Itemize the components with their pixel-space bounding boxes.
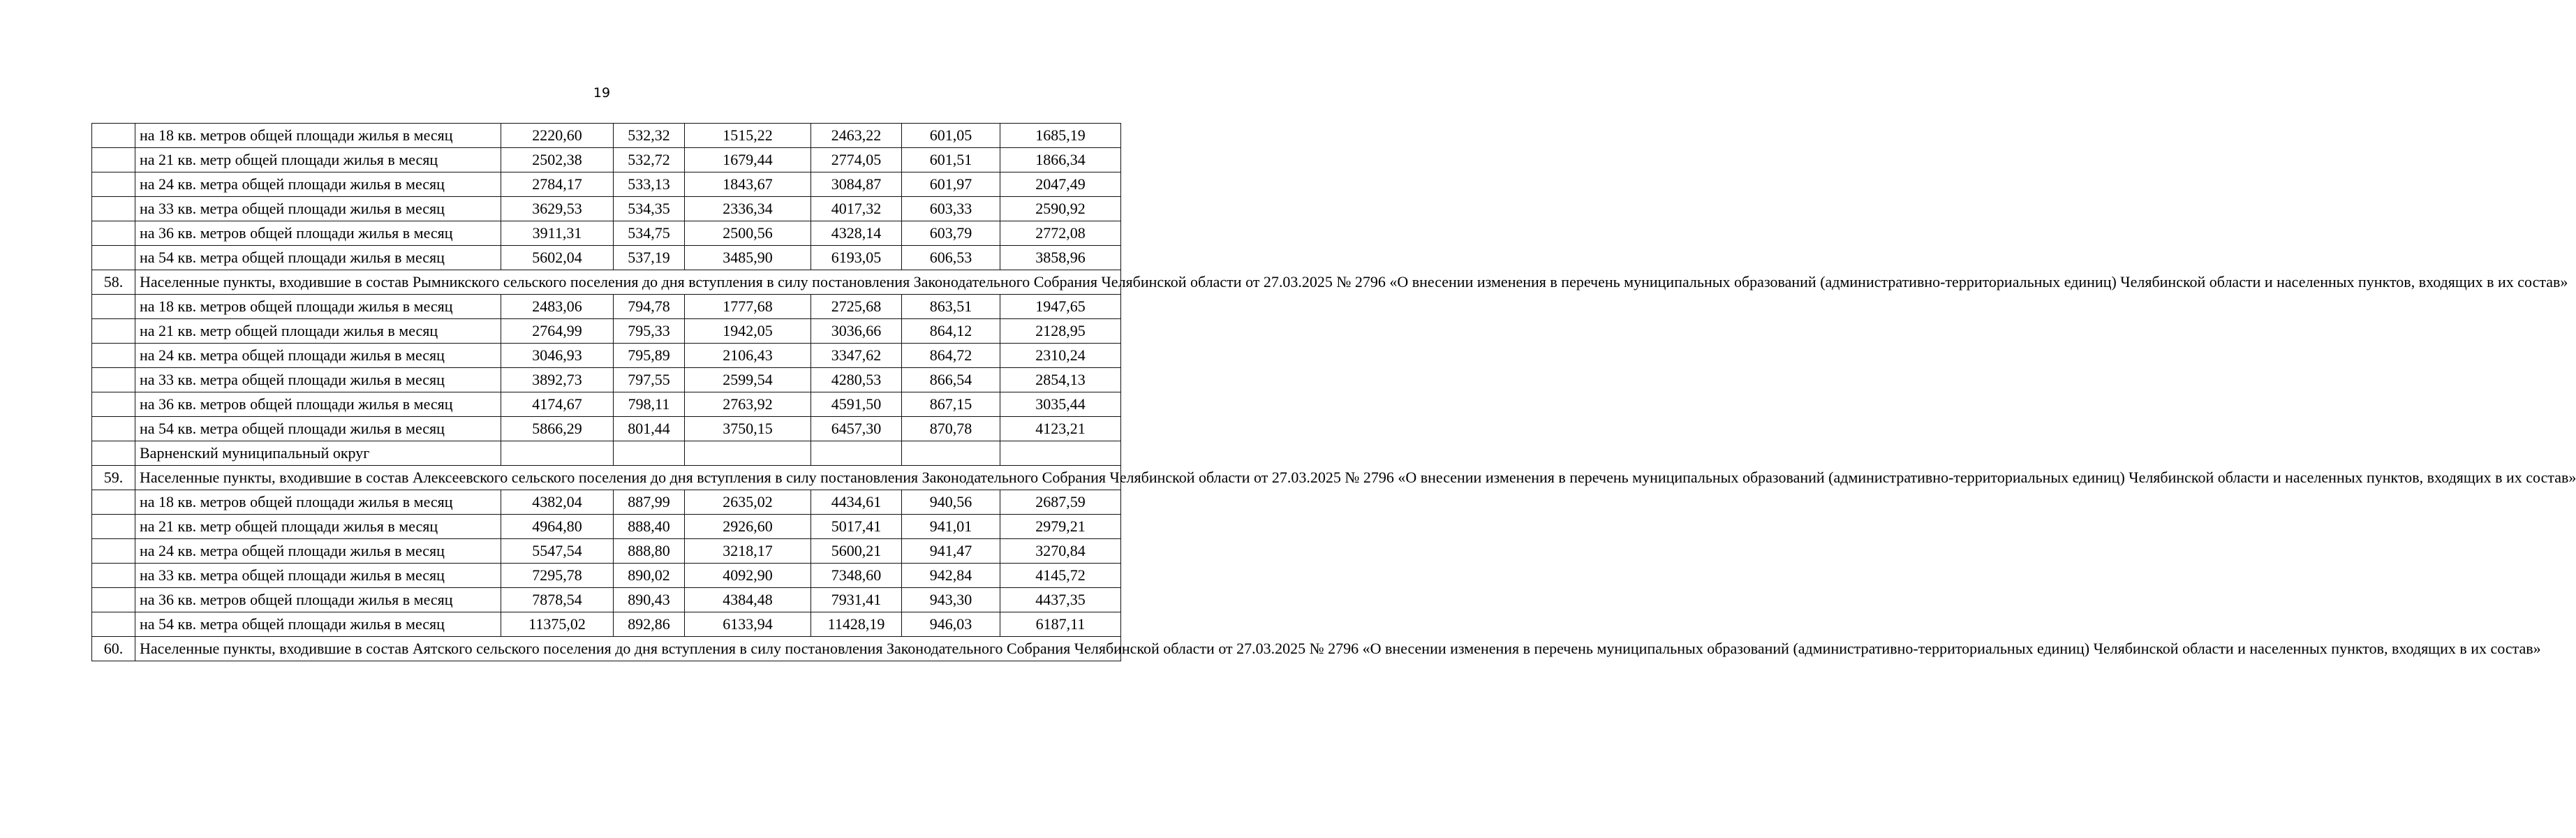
value-cell: 603,33 [902,197,1000,221]
table-row [92,417,1121,441]
value-cell: 11428,19 [811,612,902,637]
table-row [92,295,1121,319]
row-label: на 36 кв. метров общей площади жилья в месяц [135,392,501,417]
value-cell: 942,84 [902,564,1000,588]
value-cell: 2590,92 [1000,197,1121,221]
row-index-cell [92,612,135,637]
row-index-cell [92,368,135,392]
value-cell: 2128,95 [1000,319,1121,344]
value-cell: 532,32 [614,124,685,148]
value-cell: 3084,87 [811,172,902,197]
row-label: на 21 кв. метр общей площади жилья в месяц [135,148,501,172]
section-number: 58. [92,270,135,295]
value-cell: 5600,21 [811,539,902,564]
value-cell: 864,12 [902,319,1000,344]
row-index-cell [92,564,135,588]
row-label: на 24 кв. метра общей площади жилья в месяц [135,539,501,564]
value-cell: 2854,13 [1000,368,1121,392]
value-cell: 867,15 [902,392,1000,417]
value-cell: 5017,41 [811,515,902,539]
row-label: на 54 кв. метра общей площади жилья в месяц [135,246,501,270]
table-row [92,246,1121,270]
row-index-cell [92,490,135,515]
table-row [92,612,1121,637]
value-cell: 1843,67 [685,172,811,197]
value-cell: 6187,11 [1000,612,1121,637]
value-cell: 2687,59 [1000,490,1121,515]
page-number: 19 [593,85,611,101]
value-cell: 870,78 [902,417,1000,441]
value-cell: 1947,65 [1000,295,1121,319]
value-cell: 797,55 [614,368,685,392]
district-heading: Варненский муниципальный округ [135,441,501,466]
row-index-cell [92,515,135,539]
value-cell: 11375,02 [501,612,614,637]
table-row [92,172,1121,197]
row-label: на 18 кв. метров общей площади жилья в месяц [135,490,501,515]
value-cell: 3270,84 [1000,539,1121,564]
table-row [92,515,1121,539]
value-cell: 1777,68 [685,295,811,319]
value-cell: 5866,29 [501,417,614,441]
value-cell: 795,89 [614,344,685,368]
value-cell: 534,35 [614,197,685,221]
value-cell: 4384,48 [685,588,811,612]
value-cell: 4145,72 [1000,564,1121,588]
value-cell: 2220,60 [501,124,614,148]
value-cell: 1942,05 [685,319,811,344]
value-cell: 3858,96 [1000,246,1121,270]
row-label: на 33 кв. метра общей площади жилья в месяц [135,564,501,588]
table-row [92,148,1121,172]
value-cell: 7878,54 [501,588,614,612]
value-cell: 4964,80 [501,515,614,539]
value-cell: 1866,34 [1000,148,1121,172]
value-cell: 940,56 [902,490,1000,515]
value-cell: 606,53 [902,246,1000,270]
table-row [92,319,1121,344]
value-cell: 4174,67 [501,392,614,417]
section-row [92,466,1121,490]
table-row [92,588,1121,612]
empty-cell [614,441,685,466]
value-cell: 2784,17 [501,172,614,197]
row-label: на 33 кв. метра общей площади жилья в месяц [135,368,501,392]
value-cell: 4092,90 [685,564,811,588]
row-label: на 24 кв. метра общей площади жилья в месяц [135,344,501,368]
value-cell: 3046,93 [501,344,614,368]
empty-cell [501,441,614,466]
row-index-cell [92,417,135,441]
section-number: 59. [92,466,135,490]
value-cell: 2599,54 [685,368,811,392]
value-cell: 3750,15 [685,417,811,441]
district-heading-row [92,441,1121,466]
empty-cell [811,441,902,466]
row-index-cell [92,148,135,172]
value-cell: 2106,43 [685,344,811,368]
table-row [92,490,1121,515]
value-cell: 941,47 [902,539,1000,564]
value-cell: 2047,49 [1000,172,1121,197]
value-cell: 2310,24 [1000,344,1121,368]
value-cell: 4437,35 [1000,588,1121,612]
table-row [92,539,1121,564]
value-cell: 941,01 [902,515,1000,539]
value-cell: 3629,53 [501,197,614,221]
value-cell: 1679,44 [685,148,811,172]
value-cell: 3218,17 [685,539,811,564]
value-cell: 890,02 [614,564,685,588]
value-cell: 888,40 [614,515,685,539]
value-cell: 7295,78 [501,564,614,588]
value-cell: 1515,22 [685,124,811,148]
row-label: на 36 кв. метров общей площади жилья в месяц [135,221,501,246]
row-label: на 21 кв. метр общей площади жилья в месяц [135,515,501,539]
value-cell: 2926,60 [685,515,811,539]
value-cell: 3485,90 [685,246,811,270]
table-row [92,344,1121,368]
value-cell: 3347,62 [811,344,902,368]
row-label: на 33 кв. метра общей площади жилья в месяц [135,197,501,221]
value-cell: 795,33 [614,319,685,344]
value-cell: 2635,02 [685,490,811,515]
value-cell: 794,78 [614,295,685,319]
value-cell: 5547,54 [501,539,614,564]
value-cell: 2336,34 [685,197,811,221]
row-label: на 54 кв. метра общей площади жилья в месяц [135,612,501,637]
row-label: на 36 кв. метров общей площади жилья в месяц [135,588,501,612]
value-cell: 798,11 [614,392,685,417]
table-body [92,124,2576,661]
value-cell: 6457,30 [811,417,902,441]
empty-cell [685,441,811,466]
row-label: на 24 кв. метра общей площади жилья в месяц [135,172,501,197]
value-cell: 2500,56 [685,221,811,246]
value-cell: 4591,50 [811,392,902,417]
table-row [92,221,1121,246]
section-number: 60. [92,637,135,661]
value-cell: 5602,04 [501,246,614,270]
table-row [92,124,1121,148]
value-cell: 4017,32 [811,197,902,221]
value-cell: 888,80 [614,539,685,564]
value-cell: 3892,73 [501,368,614,392]
value-cell: 4434,61 [811,490,902,515]
row-index-cell [92,295,135,319]
empty-cell [902,441,1000,466]
value-cell: 601,97 [902,172,1000,197]
table-row [92,392,1121,417]
value-cell: 603,79 [902,221,1000,246]
value-cell: 6133,94 [685,612,811,637]
value-cell: 2502,38 [501,148,614,172]
value-cell: 866,54 [902,368,1000,392]
value-cell: 7931,41 [811,588,902,612]
value-cell: 4123,21 [1000,417,1121,441]
value-cell: 2725,68 [811,295,902,319]
value-cell: 3911,31 [501,221,614,246]
value-cell: 892,86 [614,612,685,637]
value-cell: 1685,19 [1000,124,1121,148]
row-index-cell [92,392,135,417]
table-row [92,197,1121,221]
value-cell: 801,44 [614,417,685,441]
value-cell: 601,51 [902,148,1000,172]
section-title: Населенные пункты, входившие в состав Алексеевского сельского поселения до дня вступления в силу постановления Законодательного Собрания Челябинской области от 27.03.2025 № 2796 «О внесении изменения в перечень муниципальных образований (административно-территориальных единиц) Челябинской области и населенных пунктов, входящих в их состав» [135,466,1121,490]
section-title: Населенные пункты, входившие в состав Аятского сельского поселения до дня вступления в силу постановления Законодательного Собрания Челябинской области от 27.03.2025 № 2796 «О внесении изменения в перечень муниципальных образований (административно-территориальных единиц) Челябинской области и населенных пунктов, входящих в их состав» [135,637,1121,661]
value-cell: 601,05 [902,124,1000,148]
value-cell: 863,51 [902,295,1000,319]
row-label: на 54 кв. метра общей площади жилья в месяц [135,417,501,441]
table-row [92,368,1121,392]
row-index-cell [92,221,135,246]
empty-cell [1000,441,1121,466]
value-cell: 2772,08 [1000,221,1121,246]
value-cell: 2979,21 [1000,515,1121,539]
row-label: на 21 кв. метр общей площади жилья в месяц [135,319,501,344]
tariff-table [91,123,2576,661]
row-index-cell [92,539,135,564]
value-cell: 2483,06 [501,295,614,319]
value-cell: 946,03 [902,612,1000,637]
section-row [92,637,1121,661]
value-cell: 3035,44 [1000,392,1121,417]
section-row [92,270,1121,295]
value-cell: 2774,05 [811,148,902,172]
value-cell: 887,99 [614,490,685,515]
value-cell: 6193,05 [811,246,902,270]
row-index-cell [92,246,135,270]
value-cell: 533,13 [614,172,685,197]
value-cell: 4328,14 [811,221,902,246]
row-index-cell [92,319,135,344]
value-cell: 2764,99 [501,319,614,344]
row-index-cell [92,172,135,197]
value-cell: 890,43 [614,588,685,612]
value-cell: 4280,53 [811,368,902,392]
value-cell: 3036,66 [811,319,902,344]
value-cell: 2763,92 [685,392,811,417]
value-cell: 534,75 [614,221,685,246]
row-index-cell [92,344,135,368]
row-index-cell [92,197,135,221]
row-index-cell [92,124,135,148]
value-cell: 2463,22 [811,124,902,148]
value-cell: 943,30 [902,588,1000,612]
row-index-cell [92,441,135,466]
value-cell: 7348,60 [811,564,902,588]
row-label: на 18 кв. метров общей площади жилья в месяц [135,295,501,319]
value-cell: 4382,04 [501,490,614,515]
value-cell: 532,72 [614,148,685,172]
table-row [92,564,1121,588]
value-cell: 864,72 [902,344,1000,368]
section-title: Населенные пункты, входившие в состав Рымникского сельского поселения до дня вступления в силу постановления Законодательного Собрания Челябинской области от 27.03.2025 № 2796 «О внесении изменения в перечень муниципальных образований (административно-территориальных единиц) Челябинской области и населенных пунктов, входящих в их состав» [135,270,1121,295]
row-index-cell [92,588,135,612]
row-label: на 18 кв. метров общей площади жилья в месяц [135,124,501,148]
value-cell: 537,19 [614,246,685,270]
